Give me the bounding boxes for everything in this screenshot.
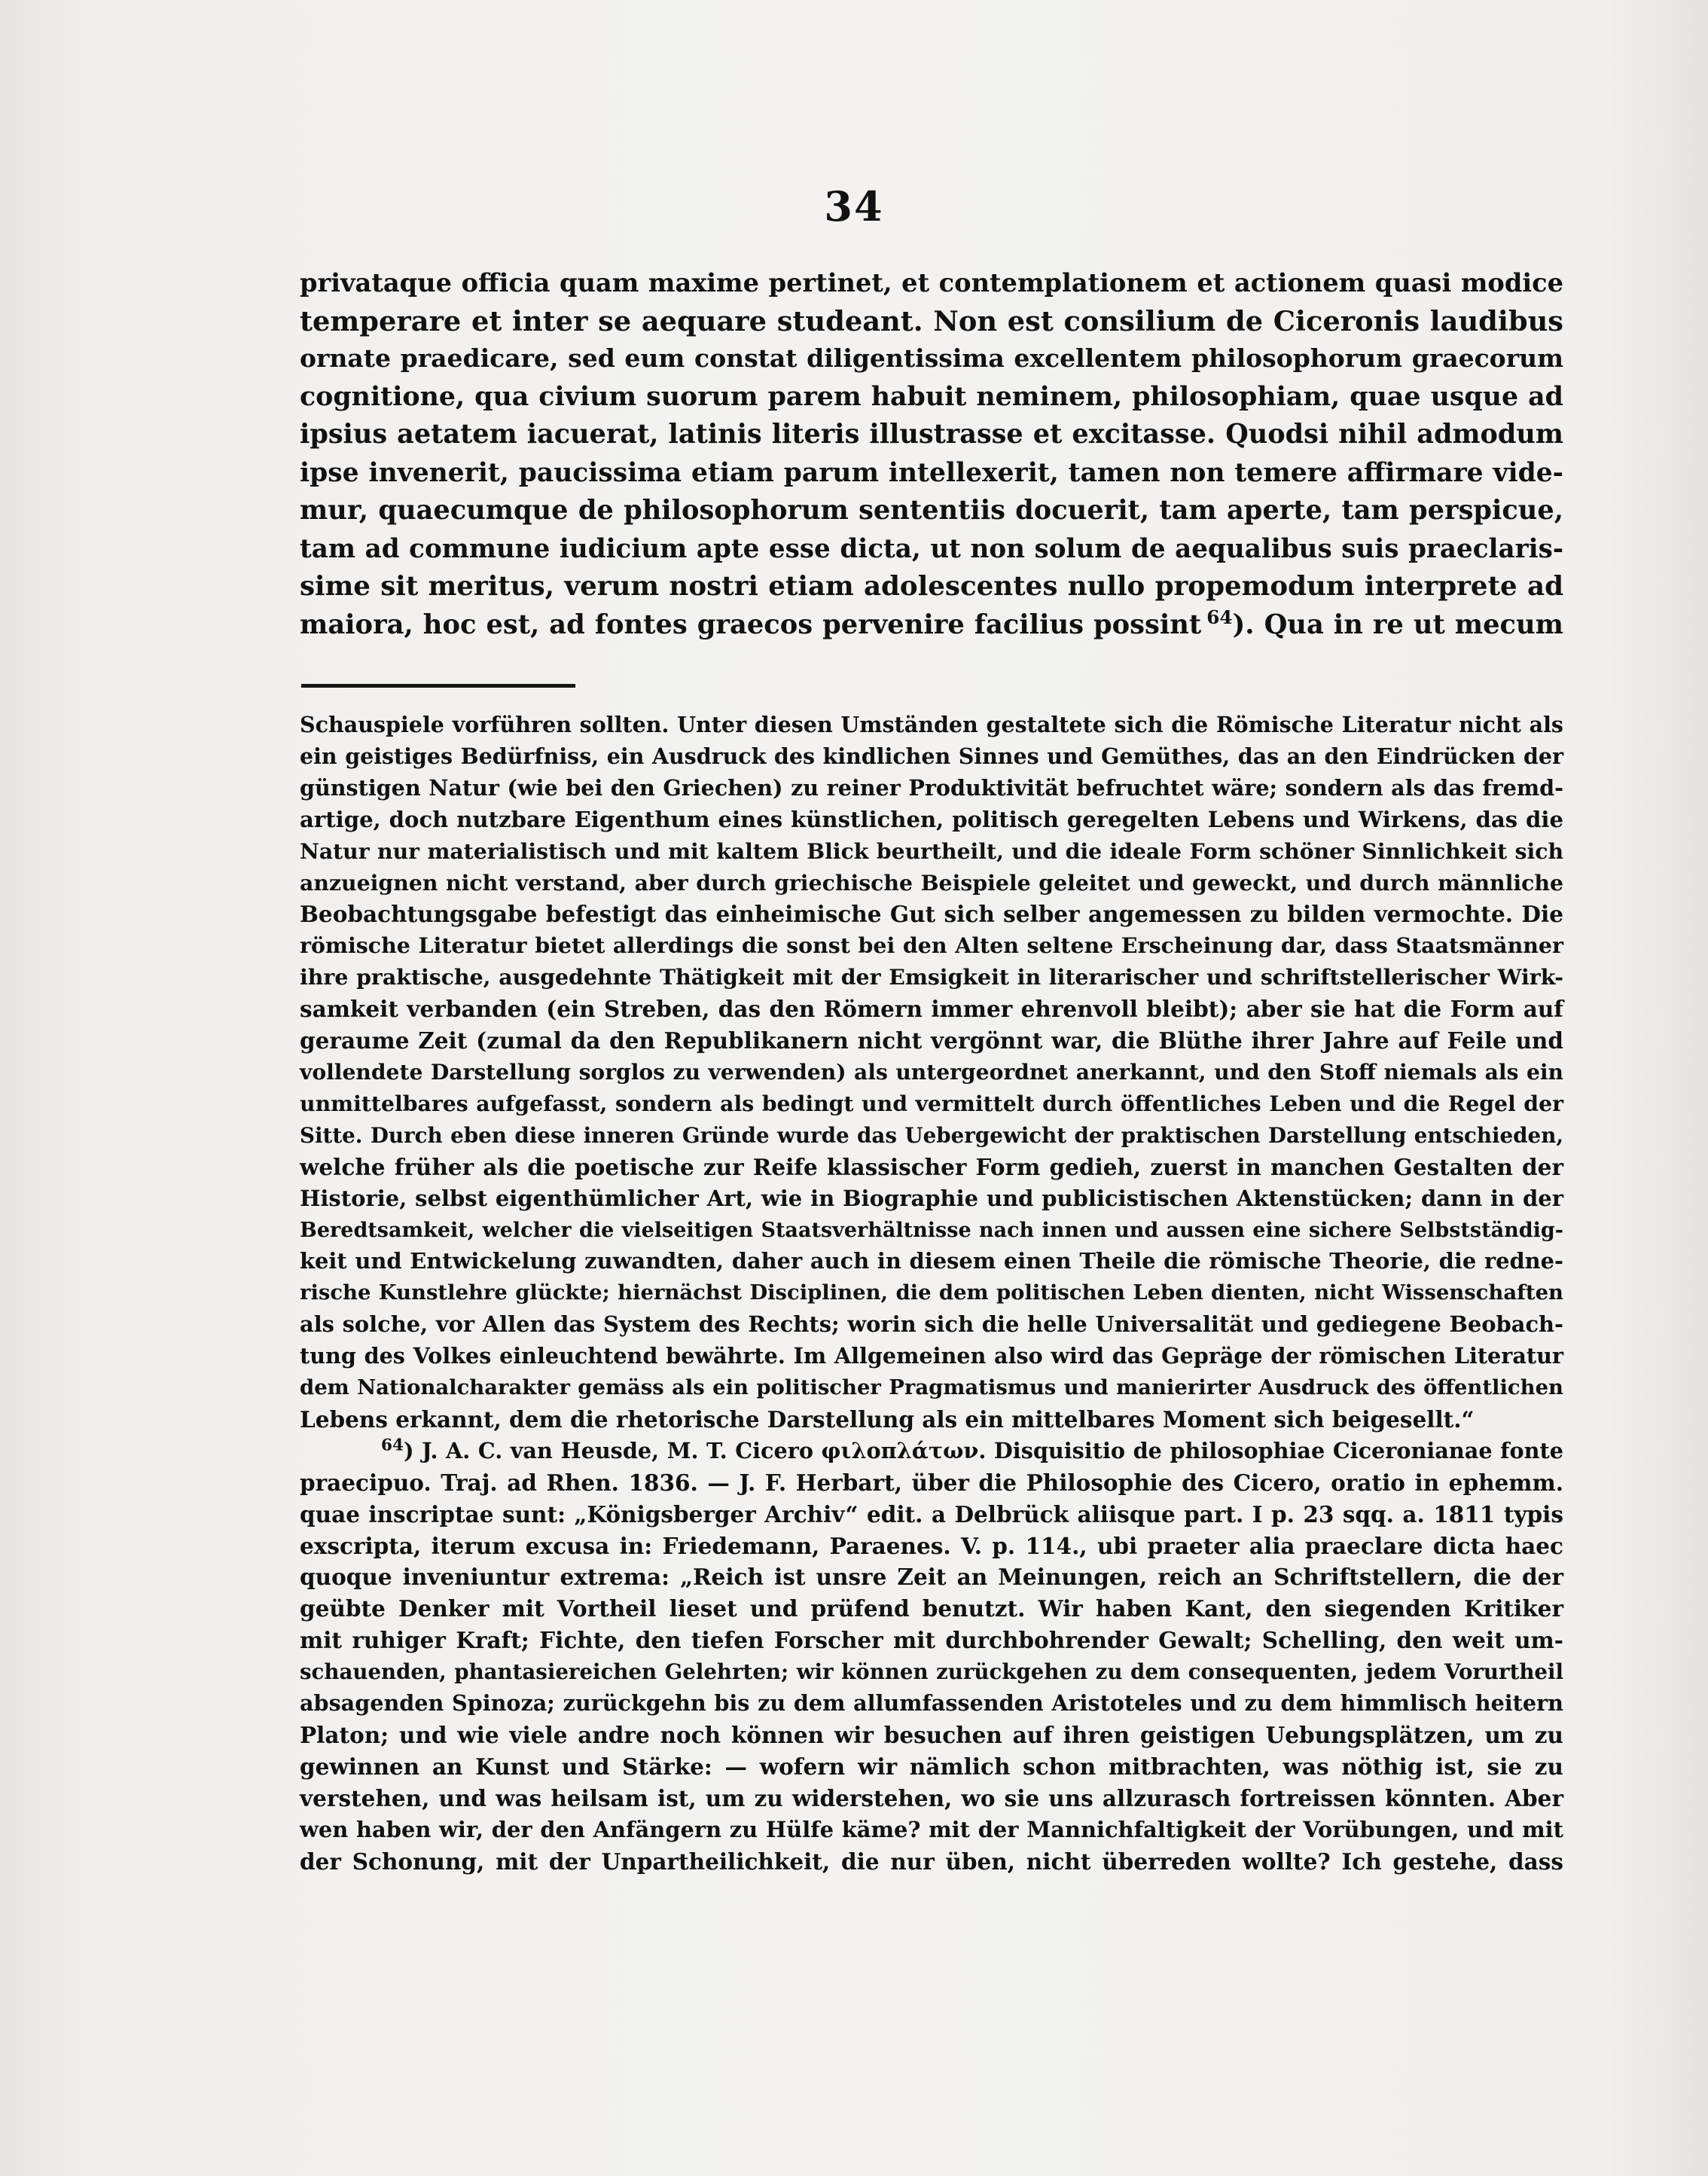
main-text — [300, 264, 1563, 644]
main-text-line: tam ad commune iudicium apte esse dicta, ut non solum de aequalibus suis praeclaris- — [300, 533, 1563, 564]
footnote-line: samkeit verbanden (ein Streben, das den Römern immer ehrenvoll bleibt); aber sie hat die Form auf — [300, 996, 1563, 1023]
footnote-line: keit und Entwickelung zuwandten, daher auch in diesem einen Theile die römische Theorie, die redne- — [300, 1248, 1563, 1274]
main-text-segment: maiora, hoc est, ad fontes graecos pervenire facilius possint — [300, 609, 1202, 640]
footnote-line: Platon; und wie viele andre noch können wir besuchen auf ihren geistigen Uebungsplätzen, um zu — [300, 1722, 1563, 1748]
footnote-line: vollendete Darstellung sorglos zu verwenden) als untergeordnet anerkannt, und den Stoff niemals als ein — [300, 1059, 1563, 1085]
footnote-line: rische Kunstlehre glückte; hiernächst Disciplinen, die dem politischen Leben dienten, nicht Wissenschaften — [300, 1280, 1563, 1305]
footnote-line: Natur nur materialistisch und mit kaltem Blick beurtheilt, und die ideale Form schöner Sinnlichkeit sich — [300, 838, 1563, 864]
main-text-line: cognitione, qua civium suorum parem habuit neminem, philosophiam, quae usque ad — [300, 380, 1563, 412]
footnote-line: Historie, selbst eigenthümlicher Art, wie in Biographie und publicistischen Aktenstücken; dann in der — [300, 1185, 1563, 1211]
footnote-line: geübte Denker mit Vortheil lieset und prüfend benutzt. Wir haben Kant, den siegenden Kritiker — [300, 1595, 1563, 1622]
footnote-line: quoque inveniuntur extrema: „Reich ist unsre Zeit an Meinungen, reich an Schriftstellern, die der — [300, 1564, 1563, 1591]
footnote-line: unmittelbares aufgefasst, sondern als bedingt und vermittelt durch öffentliches Leben und die Regel der — [300, 1090, 1563, 1116]
footnote-line: Beredtsamkeit, welcher die vielseitigen Staatsverhältnisse nach innen und aussen eine sichere Selbstständig- — [300, 1218, 1563, 1242]
footnote-number: 64 — [381, 1436, 404, 1455]
main-text-segment: ). Qua in re ut mecum — [1232, 609, 1563, 640]
main-text-line: ornate praedicare, sed eum constat diligentissima excellentem philosophorum graecorum — [300, 343, 1563, 373]
main-text-line: mur, quaecumque de philosophorum sententiis docuerit, tam aperte, tam perspicue, — [300, 495, 1563, 526]
footnote-line: Sitte. Durch eben diese inneren Gründe wurde das Uebergewicht der praktischen Darstellung entschieden, — [300, 1122, 1563, 1148]
footnote-line: Lebens erkannt, dem die rhetorische Darstellung als ein mittelbares Moment sich beigesellt.“ — [300, 1405, 1475, 1433]
main-text-line: privataque officia quam maxime pertinet, et contemplationem et actionem quasi modice — [300, 267, 1563, 298]
footnote-reference[interactable]: 64 — [1206, 606, 1233, 628]
footnote-line: praecipuo. Traj. ad Rhen. 1836. — J. F. Herbart, über die Philosophie des Cicero, oratio in ephemm. — [300, 1469, 1563, 1496]
footnote-line: mit ruhiger Kraft; Fichte, den tiefen Forscher mit durchbohrender Gewalt; Schelling, den weit um- — [300, 1627, 1563, 1654]
page-number: 34 — [824, 182, 884, 230]
footnote-line: günstigen Natur (wie bei den Griechen) zu reiner Produktivität befruchtet wäre; sondern als das fremd- — [300, 774, 1563, 801]
main-text-line: sime sit meritus, verum nostri etiam adolescentes nullo propemodum interprete ad — [300, 571, 1563, 602]
footnote-line: geraume Zeit (zumal da den Republikanern nicht vergönnt war, die Blüthe ihrer Jahre auf Feile und — [300, 1027, 1563, 1054]
footnote-line: römische Literatur bietet allerdings die sonst bei den Alten seltene Erscheinung dar, dass Staatsmänner — [300, 932, 1563, 959]
footnote-line: ihre praktische, ausgedehnte Thätigkeit mit der Emsigkeit in literarischer und schriftstellerischer Wirk- — [300, 964, 1563, 990]
footnote-line: gewinnen an Kunst und Stärke: — wofern wir nämlich schon mitbrachten, was nöthig ist, sie zu — [300, 1753, 1563, 1780]
footnotes — [300, 710, 1563, 1878]
footnote-line: artige, doch nutzbare Eigenthum eines künstlichen, politisch geregelten Lebens und Wirkens, das die — [300, 806, 1563, 832]
main-text-line: temperare et inter se aequare studeant. Non est consilium de Ciceronis laudibus — [300, 304, 1563, 337]
footnote-line: exscripta, iterum excusa in: Friedemann, Paraenes. V. p. 114., ubi praeter alia praeclare dicta haec — [300, 1532, 1563, 1559]
footnote-line: dem Nationalcharakter gemäss als ein politischer Pragmatismus und manierirter Ausdruck des öffentlichen — [300, 1375, 1563, 1400]
main-text-last-line — [300, 606, 1563, 645]
footnote-line: quae inscriptae sunt: „Königsberger Archiv“ edit. a Delbrück aliisque part. I p. 23 sqq. a. 1811 typis — [300, 1500, 1563, 1527]
footnote-line: anzueignen nicht verstand, aber durch griechische Beispiele geleitet und geweckt, und durch männliche — [300, 869, 1563, 896]
footnote-line: der Schonung, mit der Unpartheilichkeit, die nur üben, nicht überreden wollte? Ich gestehe, dass — [300, 1848, 1563, 1875]
main-text-line: ipse invenerit, paucissima etiam parum intellexerit, tamen non temere affirmare vide- — [300, 457, 1563, 488]
footnote-line: tung des Volkes einleuchtend bewährte. Im Allgemeinen also wird das Gepräge der römischen Literatur — [300, 1343, 1563, 1369]
footnote-line: verstehen, und was heilsam ist, um zu widerstehen, wo sie uns allzurasch fortreissen könnten. Aber — [300, 1784, 1563, 1811]
footnote-line: Beobachtungsgabe befestigt das einheimische Gut sich selber angemessen zu bilden vermochte. Die — [300, 901, 1563, 928]
footnote-line: als solche, vor Allen das System des Rechts; worin sich die helle Universalität und gediegene Beobach- — [300, 1311, 1563, 1338]
footnote-separator — [301, 684, 575, 688]
footnote-64-first-line — [300, 1436, 1563, 1467]
footnote-line: Schauspiele vorführen sollten. Unter diesen Umständen gestaltete sich die Römische Literatur nicht als — [300, 712, 1563, 737]
footnote-line: absagenden Spinoza; zurückgehn bis zu dem allumfassenden Aristoteles und zu dem himmlisch heitern — [300, 1690, 1563, 1717]
footnote-64-text: ) J. A. C. van Heusde, M. T. Cicero φιλοπλάτων. Disquisitio de philosophiae Ciceronianae fonte — [403, 1437, 1563, 1463]
main-text-line: ipsius aetatem iacuerat, latinis literis illustrasse et excitasse. Quodsi nihil admodum — [300, 419, 1563, 450]
footnote-line: wen haben wir, der den Anfängern zu Hülfe käme? mit der Mannichfaltigkeit der Vorübungen, und mit — [300, 1816, 1563, 1842]
footnote-line: welche früher als die poetische zur Reife klassischer Form gedieh, zuerst in manchen Gestalten der — [300, 1153, 1563, 1180]
footnote-line: schauenden, phantasiereichen Gelehrten; wir können zurückgehen zu dem consequenten, jedem Vorurtheil — [300, 1659, 1563, 1685]
footnote-line: ein geistiges Bedürfniss, ein Ausdruck des kindlichen Sinnes und Gemüthes, das an den Eindrücken der — [300, 743, 1563, 769]
